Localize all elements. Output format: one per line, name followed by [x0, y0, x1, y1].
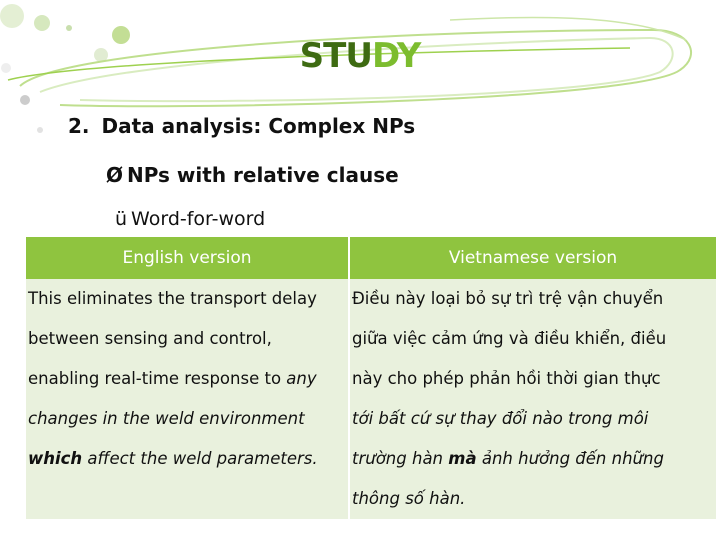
- english-line: This eliminates the transport delay: [28, 289, 317, 308]
- arrow-bullet-icon: Ø: [106, 163, 124, 187]
- english-cell: [26, 279, 348, 519]
- heading-number: 2.: [68, 114, 90, 138]
- vietnamese-bold-italic-text: mà: [448, 449, 477, 468]
- english-bold-italic-text: which: [28, 449, 83, 468]
- heading-text: Data analysis: Complex NPs: [101, 114, 416, 138]
- english-line: changes in the weld environment: [28, 409, 305, 428]
- english-line: [28, 359, 346, 399]
- english-italic-text: affect the weld parameters.: [82, 449, 318, 468]
- english-text: enabling real-time response to: [28, 369, 287, 388]
- section-heading: [68, 114, 415, 138]
- vietnamese-line: này cho phép phản hồi thời gian thực: [352, 369, 661, 388]
- deco-circle: [20, 95, 30, 105]
- title-part-light: DY: [371, 36, 421, 76]
- deco-circle: [37, 127, 43, 133]
- bullet-text: Word-for-word: [131, 208, 266, 230]
- vietnamese-line: tới bất cứ sự thay đổi nào trong môi: [352, 409, 649, 428]
- deco-circle: [34, 15, 50, 31]
- deco-circle: [66, 25, 72, 31]
- bullet-relative-clause: [106, 163, 399, 187]
- header-vietnamese: Vietnamese version: [350, 237, 716, 279]
- vietnamese-italic-text: trường hàn: [352, 449, 449, 468]
- vietnamese-cell: [350, 279, 716, 519]
- vietnamese-line: Điều này loại bỏ sự trì trệ vận chuyển: [352, 289, 664, 308]
- vietnamese-italic-text: ảnh hưởng đến những: [476, 449, 664, 468]
- slide-title: [0, 36, 720, 76]
- english-line: between sensing and control,: [28, 329, 272, 348]
- vietnamese-line: giữa việc cảm ứng và điều khiển, điều: [352, 329, 667, 348]
- english-italic-text: any: [286, 369, 317, 388]
- title-part-dark: STU: [299, 36, 372, 76]
- vietnamese-line: thông số hàn.: [352, 489, 466, 508]
- table-row: [26, 279, 716, 519]
- deco-circle: [0, 4, 24, 28]
- bullet-word-for-word: [115, 208, 265, 230]
- checkmark-bullet-icon: ü: [115, 208, 128, 230]
- english-line: [28, 439, 346, 479]
- translation-table: [24, 237, 718, 519]
- table-header-row: [26, 237, 716, 279]
- bullet-text: NPs with relative clause: [127, 163, 399, 187]
- header-english: English version: [26, 237, 348, 279]
- vietnamese-line: [352, 439, 714, 479]
